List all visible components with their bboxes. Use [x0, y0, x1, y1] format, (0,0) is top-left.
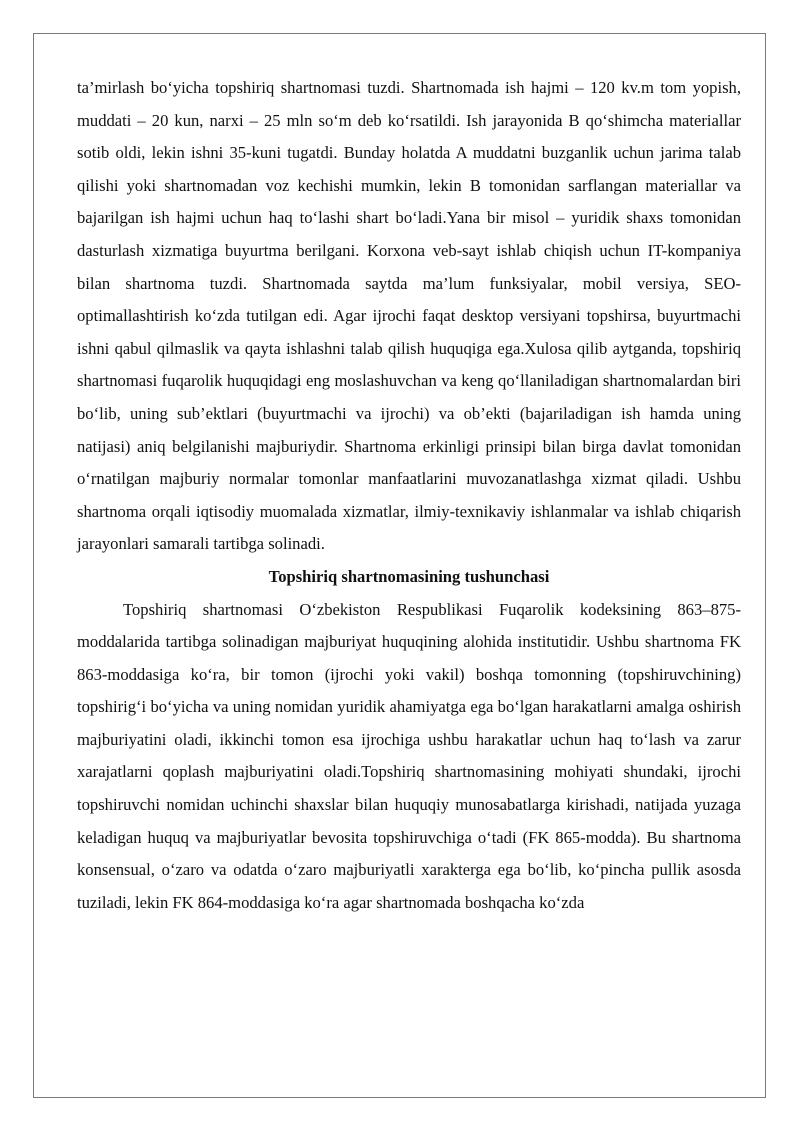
- document-body: [77, 72, 741, 919]
- paragraph-continuation: ta’mirlash bo‘yicha topshiriq shartnomasi tuzdi. Shartnomada ish hajmi – 120 kv.m tom yopish, muddati – 20 kun, narxi – 25 mln so‘m deb ko‘rsatildi. Ish jarayonida B qo‘shimcha materiallar sotib oldi, lekin ishni 35-kuni tugatdi. Bunday holatda A muddatni buzganlik uchun jarima talab qilishi yoki shartnomadan voz kechishi mumkin, lekin B tomonidan sarflangan materiallar va bajarilgan ish hajmi uchun haq to‘lashi shart bo‘ladi.Yana bir misol – yuridik shaxs tomonidan dasturlash xizmatiga buyurtma berilgani. Korxona veb-sayt ishlab chiqish uchun IT-kompaniya bilan shartnoma tuzdi. Shartnomada saytda ma’lum funksiyalar, mobil versiya, SEO-optimallashtirish ko‘zda tutilgan edi. Agar ijrochi faqat desktop versiyani topshirsa, buyurtmachi ishni qabul qilmaslik va qayta ishlashni talab qilish huquqiga ega.Xulosa qilib aytganda, topshiriq shartnomasi fuqarolik huquqidagi eng moslashuvchan va keng qo‘llaniladigan shartnomalardan biri bo‘lib, uning sub’ektlari (buyurtmachi va ijrochi) va ob’ekti (bajariladigan ish hamda uning natijasi) aniq belgilanishi majburiydir. Shartnoma erkinligi prinsipi bilan birga davlat tomonidan o‘rnatilgan majburiy normalar tomonlar manfaatlarini muvozanatlashga xizmat qiladi. Ushbu shartnoma orqali iqtisodiy muomalada xizmatlar, ilmiy-texnikaviy ishlanmalar va ishlab chiqarish jarayonlari samarali tartibga solinadi.: [77, 78, 741, 554]
- paragraph-definition: Topshiriq shartnomasi O‘zbekiston Respublikasi Fuqarolik kodeksining 863–875-moddalarida tartibga solinadigan majburiyat huquqining alohida institutidir. Ushbu shartnoma FK 863-moddasiga ko‘ra, bir tomon (ijrochi yoki vakil) boshqa tomonning (topshiruvchining) topshirig‘i bo‘yicha va uning nomidan yuridik ahamiyatga ega bo‘lgan harakatlarni amalga oshirish majburiyatini oladi, ikkinchi tomon esa ijrochiga ushbu harakatlar uchun haq to‘lash va zarur xarajatlarni qoplash majburiyatini oladi.Topshiriq shartnomasining mohiyati shundaki, ijrochi topshiruvchi nomidan uchinchi shaxslar bilan huquqiy munosabatlarga kirishadi, natijada yuzaga keladigan huquq va majburiyatlar bevosita topshiruvchiga o‘tadi (FK 865-modda). Bu shartnoma konsensual, o‘zaro va odatda o‘zaro majburiyatli xarakterga ega bo‘lib, ko‘pincha pullik asosda tuziladi, lekin FK 864-moddasiga ko‘ra agar shartnomada boshqacha ko‘zda: [77, 599, 741, 912]
- section-heading: Topshiriq shartnomasining tushunchasi: [268, 566, 550, 586]
